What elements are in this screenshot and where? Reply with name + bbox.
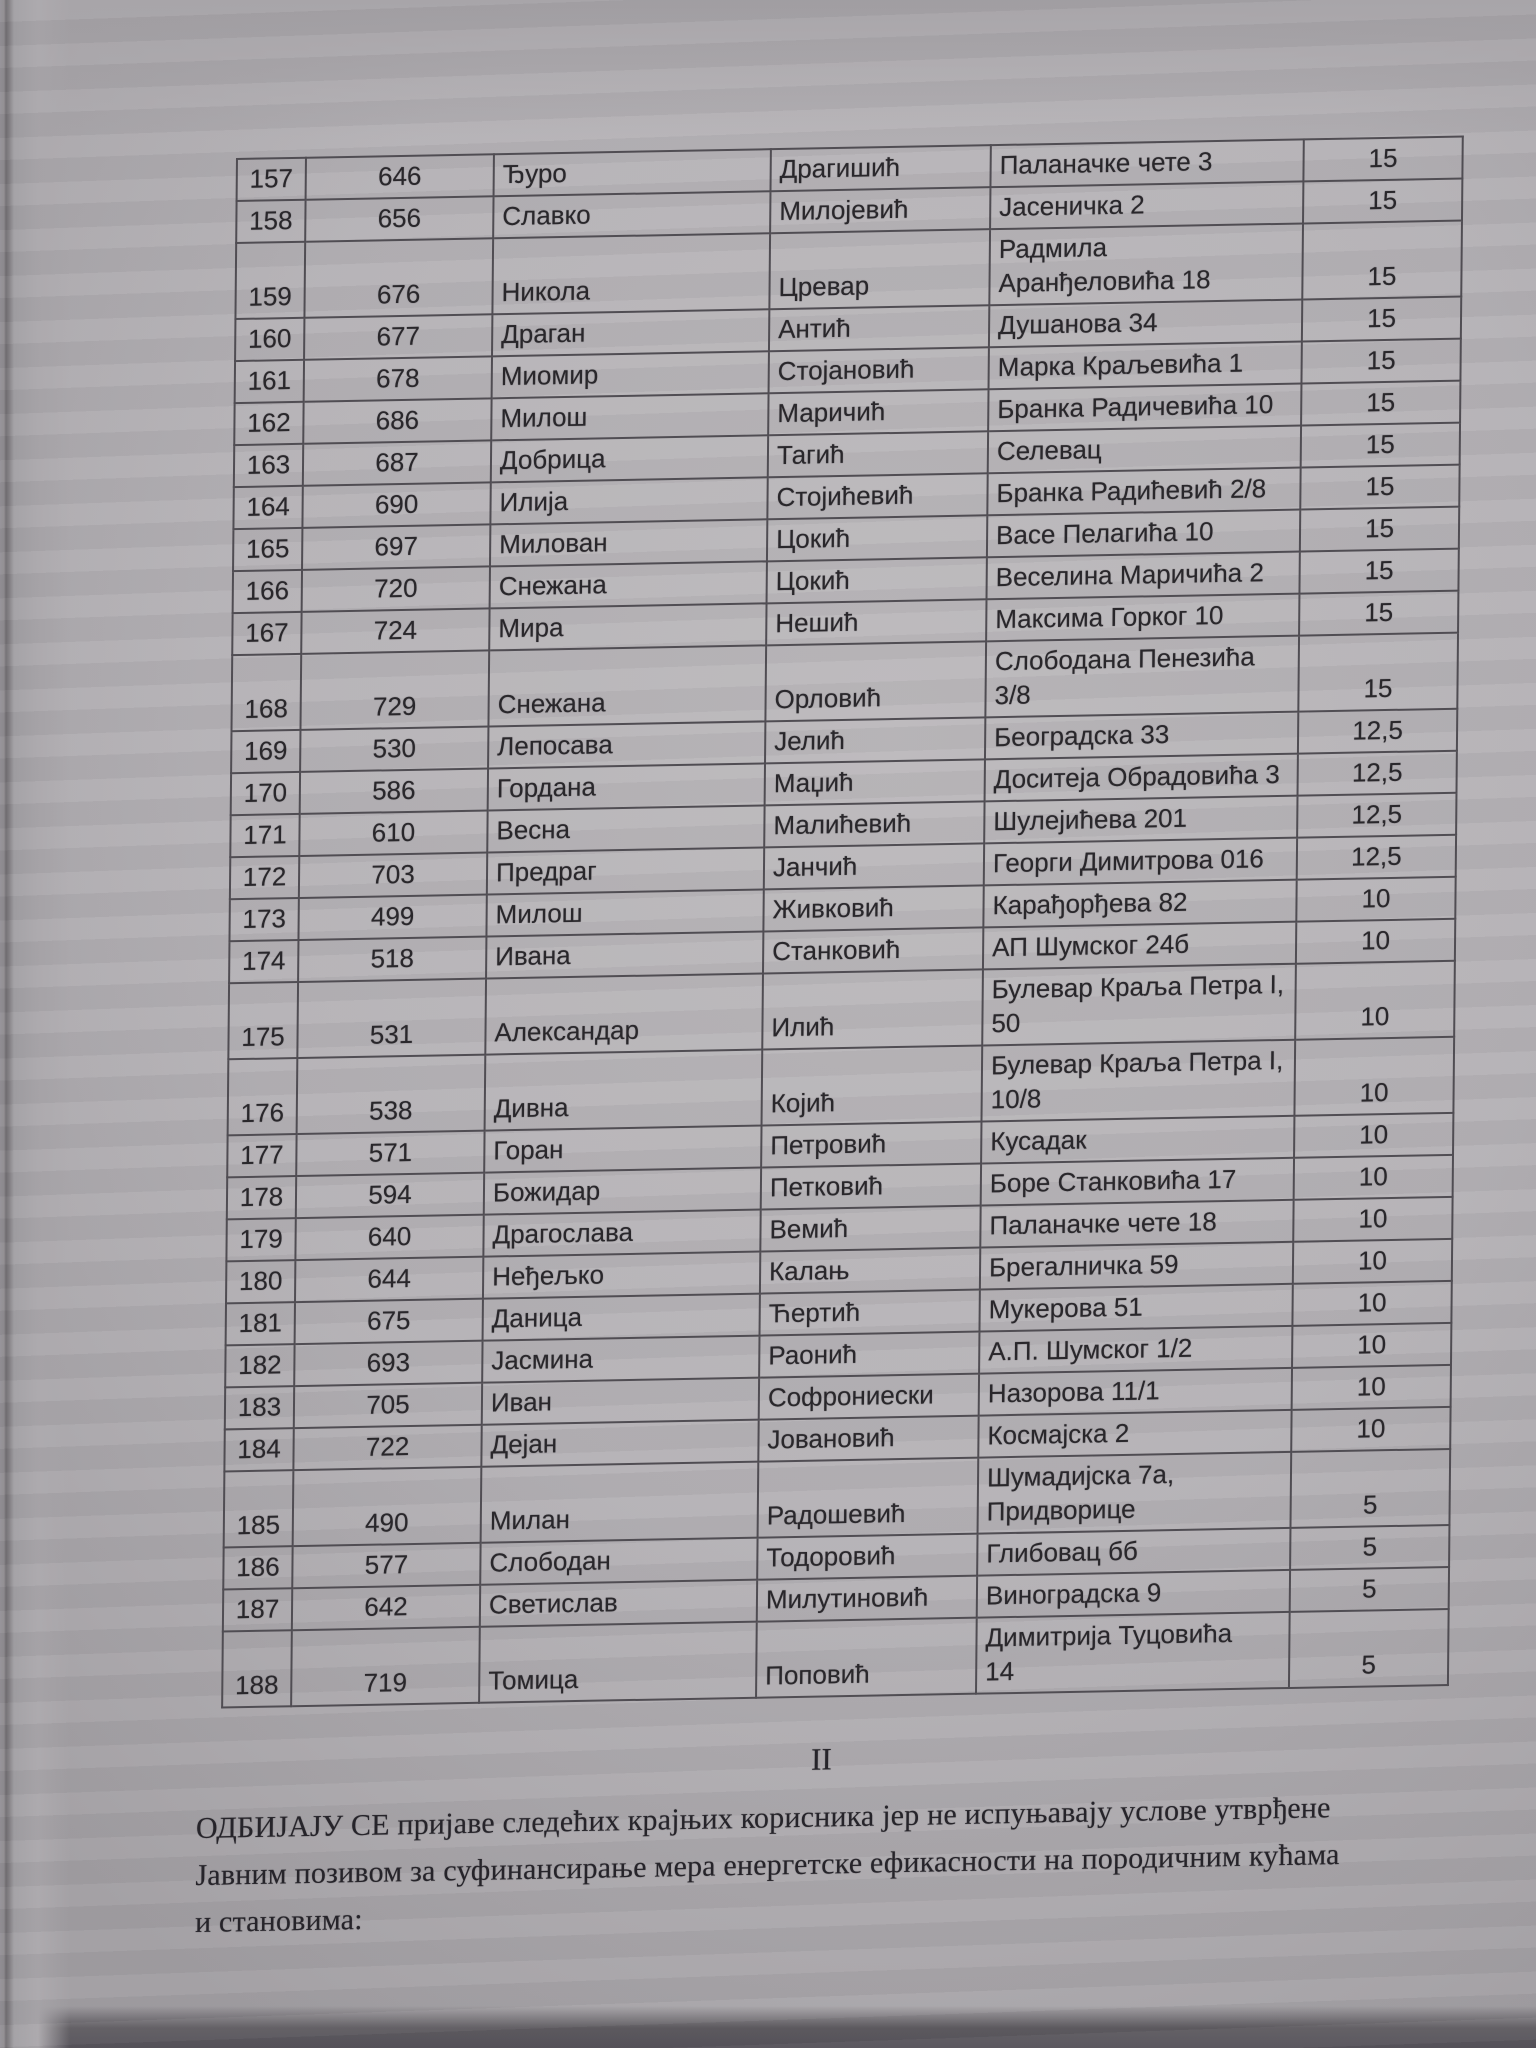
cell-row-number: 174 xyxy=(229,940,298,983)
cell-address: Кусадак xyxy=(981,1116,1294,1164)
cell-address: Радмила Аранђеловића 18 xyxy=(989,223,1303,305)
cell-address: Слободана Пенезића 3/8 xyxy=(985,636,1299,718)
cell-row-number: 179 xyxy=(226,1218,295,1261)
cell-row-number: 169 xyxy=(231,730,300,773)
cell-last-name: Цокић xyxy=(767,557,987,603)
cell-application-id: 722 xyxy=(293,1425,481,1470)
cell-points: 15 xyxy=(1302,297,1461,342)
cell-address: Булевар Краља Петра I, 10/8 xyxy=(981,1040,1295,1122)
cell-application-id: 646 xyxy=(306,154,494,199)
cell-row-number: 188 xyxy=(222,1630,292,1707)
cell-row-number: 162 xyxy=(234,402,303,445)
cell-application-id: 719 xyxy=(291,1627,480,1706)
cell-row-number: 187 xyxy=(223,1588,292,1631)
cell-last-name: Јовановић xyxy=(758,1416,978,1462)
cell-address: Паланачке чете 3 xyxy=(990,139,1303,187)
cell-application-id: 697 xyxy=(302,524,490,569)
cell-last-name: Милојевић xyxy=(770,187,990,233)
cell-first-name: Светислав xyxy=(480,1580,757,1627)
cell-last-name: Поповић xyxy=(756,1618,977,1698)
cell-points: 10 xyxy=(1294,1113,1453,1158)
cell-first-name: Милован xyxy=(490,519,767,566)
cell-last-name: Цревар xyxy=(769,229,990,309)
cell-first-name: Весна xyxy=(487,805,764,852)
cell-row-number: 181 xyxy=(226,1302,295,1345)
cell-first-name: Милош xyxy=(491,393,768,440)
cell-application-id: 675 xyxy=(295,1299,483,1344)
cell-address: А.П. Шумског 1/2 xyxy=(979,1326,1292,1374)
cell-address: Булевар Краља Петра I, 50 xyxy=(982,964,1296,1046)
cell-last-name: Ћертић xyxy=(760,1290,980,1336)
cell-last-name: Јелић xyxy=(765,717,985,763)
cell-row-number: 168 xyxy=(231,654,301,731)
cell-address: Брегалничка 59 xyxy=(980,1242,1293,1290)
cell-points: 10 xyxy=(1295,961,1455,1040)
cell-points: 12,5 xyxy=(1297,835,1456,880)
cell-application-id: 676 xyxy=(304,238,493,317)
cell-address: Космајска 2 xyxy=(978,1410,1291,1458)
cell-first-name: Предраг xyxy=(487,847,764,894)
cell-last-name: Антић xyxy=(769,305,989,351)
cell-last-name: Тагић xyxy=(768,431,988,477)
cell-address: Паланачке чете 18 xyxy=(980,1200,1293,1248)
cell-points: 10 xyxy=(1292,1365,1451,1410)
cell-address: Глибовац бб xyxy=(977,1528,1290,1576)
cell-row-number: 170 xyxy=(231,772,300,815)
cell-points: 10 xyxy=(1296,919,1455,964)
cell-row-number: 178 xyxy=(227,1176,296,1219)
cell-row-number: 183 xyxy=(225,1386,294,1429)
cell-first-name: Снежана xyxy=(488,645,766,726)
cell-row-number: 160 xyxy=(235,318,304,361)
cell-first-name: Томица xyxy=(479,1622,757,1703)
cell-first-name: Божидар xyxy=(484,1168,761,1215)
cell-last-name: Јанчић xyxy=(764,843,984,889)
cell-points: 10 xyxy=(1291,1407,1450,1452)
cell-last-name: Стојићевић xyxy=(767,473,987,519)
cell-row-number: 165 xyxy=(233,528,302,571)
cell-first-name: Мира xyxy=(489,603,766,650)
cell-first-name: Горан xyxy=(484,1126,761,1173)
cell-first-name: Дивна xyxy=(485,1050,763,1131)
cell-first-name: Јасмина xyxy=(482,1336,759,1383)
cell-application-id: 531 xyxy=(297,979,486,1058)
cell-last-name: Раонић xyxy=(759,1332,979,1378)
cell-points: 15 xyxy=(1299,591,1458,636)
cell-application-id: 720 xyxy=(302,566,490,611)
decision-section xyxy=(195,1730,1447,1946)
cell-first-name: Милан xyxy=(481,1462,759,1543)
cell-first-name: Добрица xyxy=(491,435,768,482)
cell-points: 15 xyxy=(1298,633,1458,712)
cell-address: Васе Пелагића 10 xyxy=(987,510,1300,558)
cell-last-name: Радошевић xyxy=(758,1458,979,1538)
cell-application-id: 678 xyxy=(304,356,492,401)
cell-points: 15 xyxy=(1300,507,1459,552)
cell-last-name: Софрониески xyxy=(759,1374,979,1420)
cell-address: Димитрија Туцовића 14 xyxy=(976,1612,1290,1694)
cell-row-number: 164 xyxy=(233,486,302,529)
cell-application-id: 677 xyxy=(304,314,492,359)
cell-application-id: 594 xyxy=(296,1173,484,1218)
cell-first-name: Миомир xyxy=(492,351,769,398)
cell-application-id: 571 xyxy=(296,1131,484,1176)
cell-application-id: 490 xyxy=(293,1467,482,1546)
cell-application-id: 693 xyxy=(294,1341,482,1386)
cell-address: Београдска 33 xyxy=(985,712,1298,760)
cell-row-number: 166 xyxy=(233,570,302,613)
cell-address: Душанова 34 xyxy=(989,299,1302,347)
cell-first-name: Лепосава xyxy=(488,721,765,768)
cell-points: 5 xyxy=(1290,1525,1449,1570)
cell-address: Веселина Маричића 2 xyxy=(987,552,1300,600)
cell-application-id: 586 xyxy=(300,768,488,813)
cell-last-name: Вемић xyxy=(760,1206,980,1252)
cell-application-id: 538 xyxy=(297,1055,486,1134)
cell-first-name: Слободан xyxy=(480,1538,757,1585)
cell-last-name: Орловић xyxy=(765,641,986,721)
cell-last-name: Стојановић xyxy=(769,347,989,393)
cell-last-name: Илић xyxy=(762,969,983,1049)
cell-row-number: 177 xyxy=(227,1134,296,1177)
cell-last-name: Петровић xyxy=(761,1122,981,1168)
cell-application-id: 690 xyxy=(302,482,490,527)
cell-first-name: Ђуро xyxy=(494,149,771,196)
cell-points: 5 xyxy=(1290,1567,1449,1612)
cell-row-number: 176 xyxy=(228,1058,298,1135)
cell-points: 5 xyxy=(1290,1449,1450,1528)
cell-row-number: 172 xyxy=(230,856,299,899)
cell-application-id: 705 xyxy=(294,1383,482,1428)
cell-row-number: 157 xyxy=(237,158,306,201)
cell-last-name: Нешић xyxy=(766,599,986,645)
rejection-paragraph: ОДБИЈАЈУ СЕ пријаве следећих крајњих корисника јер не испуњавају услове утврђене Јавним позивом за суфинансирање мера енергетске ефикасности на породичним кућама и становима: xyxy=(194,1791,1340,1940)
cell-points: 15 xyxy=(1301,339,1460,384)
cell-last-name: Петковић xyxy=(761,1164,981,1210)
cell-address: Боре Станковића 17 xyxy=(981,1158,1294,1206)
applications-table xyxy=(221,135,1464,1708)
cell-address: Селевац xyxy=(988,426,1301,474)
cell-points: 10 xyxy=(1296,877,1455,922)
cell-application-id: 577 xyxy=(292,1543,480,1588)
cell-first-name: Иван xyxy=(482,1378,759,1425)
cell-last-name: Калањ xyxy=(760,1248,980,1294)
cell-last-name: Тодоровић xyxy=(757,1534,977,1580)
cell-application-id: 642 xyxy=(292,1585,480,1630)
cell-points: 10 xyxy=(1292,1281,1451,1326)
cell-address: Марка Краљевића 1 xyxy=(989,341,1302,389)
cell-last-name: Којић xyxy=(762,1045,983,1125)
cell-address: Бранка Радичевића 10 xyxy=(988,384,1301,432)
cell-address: Јасеничка 2 xyxy=(990,181,1303,229)
cell-application-id: 530 xyxy=(300,726,488,771)
cell-last-name: Милутиновић xyxy=(757,1576,977,1622)
cell-row-number: 186 xyxy=(223,1546,292,1589)
cell-address: Мукерова 51 xyxy=(979,1284,1292,1332)
cell-points: 10 xyxy=(1293,1239,1452,1284)
cell-points: 15 xyxy=(1302,221,1462,300)
cell-last-name: Малићевић xyxy=(764,801,984,847)
cell-points: 15 xyxy=(1299,549,1458,594)
cell-points: 12,5 xyxy=(1298,751,1457,796)
cell-row-number: 159 xyxy=(235,242,305,319)
cell-first-name: Никола xyxy=(492,233,770,314)
cell-address: Бранка Радићевић 2/8 xyxy=(987,468,1300,516)
cell-points: 15 xyxy=(1300,465,1459,510)
cell-address: Карађорђева 82 xyxy=(983,880,1296,928)
cell-row-number: 158 xyxy=(236,200,305,243)
cell-first-name: Ивана xyxy=(486,931,763,978)
cell-address: АП Шумског 24б xyxy=(983,922,1296,970)
cell-points: 10 xyxy=(1294,1037,1454,1116)
cell-first-name: Милош xyxy=(486,889,763,936)
cell-row-number: 180 xyxy=(226,1260,295,1303)
cell-row-number: 163 xyxy=(234,444,303,487)
cell-address: Назорова 11/1 xyxy=(979,1368,1292,1416)
cell-application-id: 656 xyxy=(305,196,493,241)
cell-application-id: 518 xyxy=(298,937,486,982)
cell-last-name: Цокић xyxy=(767,515,987,561)
cell-application-id: 729 xyxy=(300,650,489,729)
cell-last-name: Маричић xyxy=(768,389,988,435)
cell-points: 10 xyxy=(1294,1155,1453,1200)
cell-row-number: 171 xyxy=(230,814,299,857)
cell-points: 12,5 xyxy=(1298,709,1457,754)
cell-row-number: 167 xyxy=(232,612,301,655)
cell-row-number: 161 xyxy=(235,360,304,403)
cell-application-id: 724 xyxy=(301,608,489,653)
cell-row-number: 184 xyxy=(224,1428,293,1471)
cell-application-id: 687 xyxy=(303,440,491,485)
cell-first-name: Даница xyxy=(483,1294,760,1341)
cell-points: 15 xyxy=(1303,179,1462,224)
cell-address: Доситеја Обрадовића 3 xyxy=(985,754,1298,802)
cell-first-name: Драган xyxy=(492,309,769,356)
cell-address: Шулејићева 201 xyxy=(984,796,1297,844)
cell-last-name: Станковић xyxy=(763,927,983,973)
applications-table-body xyxy=(222,137,1463,1708)
cell-first-name: Славко xyxy=(493,191,770,238)
cell-address: Виноградска 9 xyxy=(977,1570,1290,1618)
cell-first-name: Гордана xyxy=(488,763,765,810)
cell-points: 15 xyxy=(1303,137,1462,182)
section-heading: II xyxy=(810,1741,832,1777)
cell-application-id: 640 xyxy=(295,1215,483,1260)
cell-application-id: 686 xyxy=(303,398,491,443)
cell-points: 10 xyxy=(1293,1197,1452,1242)
cell-address: Максима Горког 10 xyxy=(986,594,1299,642)
cell-points: 15 xyxy=(1301,381,1460,426)
cell-first-name: Илија xyxy=(490,477,767,524)
cell-row-number: 175 xyxy=(228,982,298,1059)
cell-first-name: Неђељко xyxy=(483,1252,760,1299)
cell-row-number: 185 xyxy=(224,1470,294,1547)
cell-row-number: 182 xyxy=(225,1344,294,1387)
cell-points: 5 xyxy=(1289,1609,1449,1688)
cell-application-id: 499 xyxy=(298,895,486,940)
cell-address: Георги Димитрова 016 xyxy=(984,838,1297,886)
cell-last-name: Драгишић xyxy=(770,145,990,191)
cell-application-id: 644 xyxy=(295,1257,483,1302)
cell-application-id: 703 xyxy=(299,853,487,898)
cell-first-name: Снежана xyxy=(490,561,767,608)
cell-first-name: Дејан xyxy=(481,1420,758,1467)
cell-first-name: Александар xyxy=(485,973,763,1054)
cell-first-name: Драгослава xyxy=(483,1210,760,1257)
cell-last-name: Маџић xyxy=(765,759,985,805)
cell-points: 15 xyxy=(1301,423,1460,468)
cell-last-name: Живковић xyxy=(763,885,983,931)
cell-points: 12,5 xyxy=(1297,793,1456,838)
cell-application-id: 610 xyxy=(299,810,487,855)
cell-row-number: 173 xyxy=(229,898,298,941)
cell-points: 10 xyxy=(1292,1323,1451,1368)
cell-address: Шумадијска 7а, Придворице xyxy=(978,1452,1292,1534)
